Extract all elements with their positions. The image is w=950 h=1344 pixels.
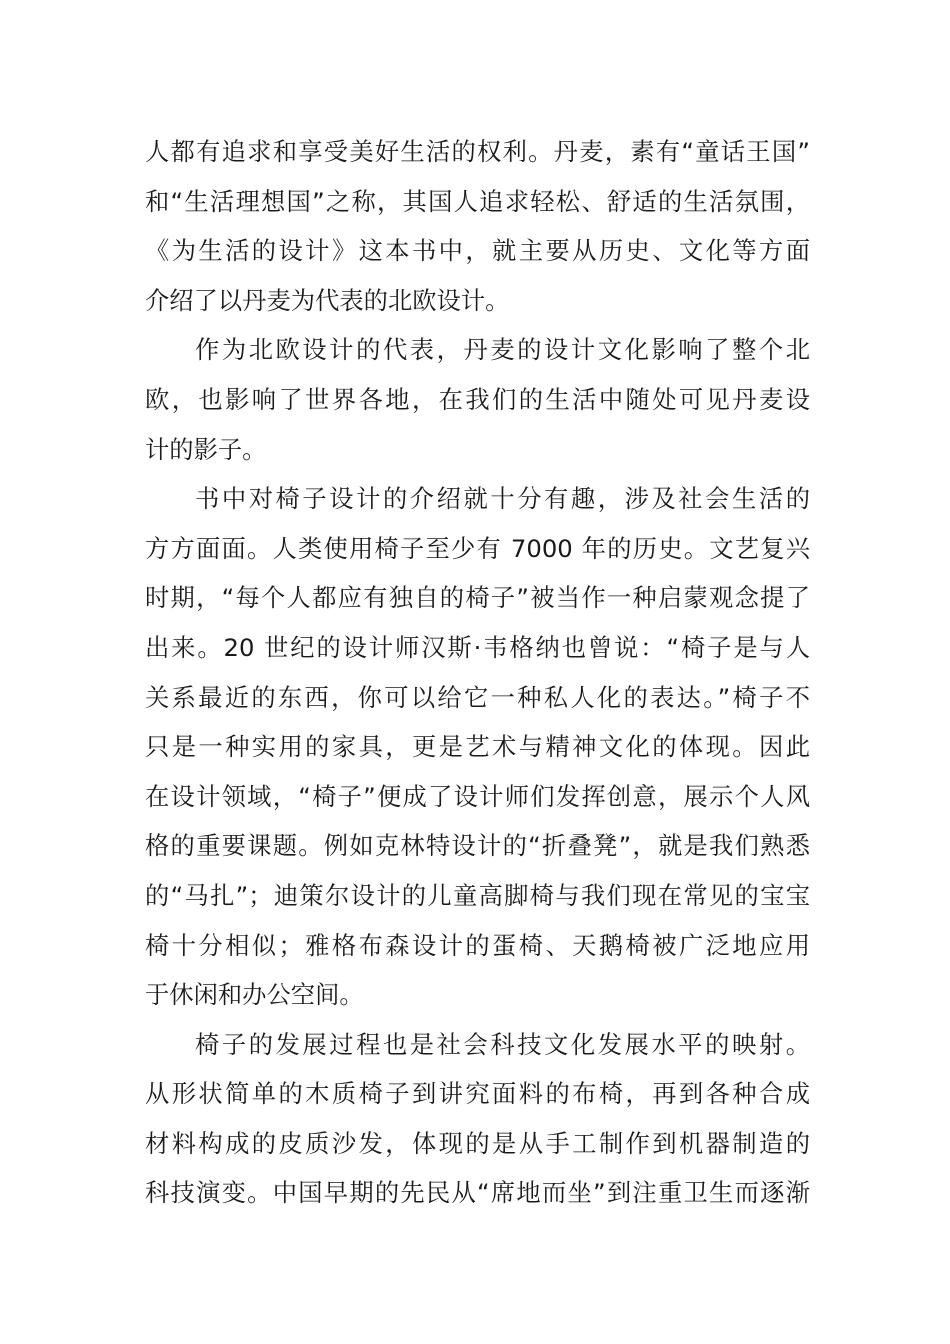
article-body <box>145 127 810 1218</box>
text-line: 书中对椅子设计的介绍就十分有趣，涉及社会生活的 <box>195 484 810 514</box>
text-line: 椅十分相似；雅格布森设计的蛋椅、天鹅椅被广泛地应用 <box>145 930 810 960</box>
text-line: 于休闲和办公空间。 <box>145 980 364 1010</box>
text-line: 人都有追求和享受美好生活的权利。丹麦，素有“童话王国” <box>145 137 810 166</box>
text-line: 《为生活的设计》这本书中，就主要从历史、文化等方面 <box>145 236 810 266</box>
text-line: 只是一种实用的家具，更是艺术与精神文化的体现。因此 <box>145 732 810 762</box>
text-line: 时期，“每个人都应有独自的椅子”被当作一种启蒙观念提了 <box>145 583 810 613</box>
text-line: 的“马扎”；迪策尔设计的儿童高脚椅与我们现在常见的宝宝 <box>145 880 810 910</box>
paragraph-1 <box>145 127 810 325</box>
text-line: 椅子的发展过程也是社会科技文化发展水平的映射。 <box>195 1029 810 1059</box>
text-line: 计的影子。 <box>145 434 267 464</box>
text-line: 从形状简单的木质椅子到讲究面料的布椅，再到各种合成 <box>145 1079 810 1109</box>
paragraph-4 <box>145 1020 810 1218</box>
text-line: 欧，也影响了世界各地，在我们的生活中随处可见丹麦设 <box>145 384 810 414</box>
text-line: 方方面面。人类使用椅子至少有 7000 年的历史。文艺复兴 <box>145 533 810 563</box>
text-line: 和“生活理想国”之称，其国人追求轻松、舒适的生活氛围， <box>145 186 810 216</box>
text-line: 科技演变。中国早期的先民从“席地而坐”到注重卫生而逐渐 <box>145 1178 810 1208</box>
paragraph-3 <box>145 474 810 1020</box>
text-line: 关系最近的东西，你可以给它一种私人化的表达。”椅子不 <box>145 682 810 712</box>
text-line: 作为北欧设计的代表，丹麦的设计文化影响了整个北 <box>195 335 810 365</box>
text-line: 在设计领域，“椅子”便成了设计师们发挥创意，展示个人风 <box>145 781 810 811</box>
paragraph-2 <box>145 325 810 474</box>
text-line: 材料构成的皮质沙发，体现的是从手工制作到机器制造的 <box>145 1128 810 1158</box>
text-line: 格的重要课题。例如克林特设计的“折叠凳”，就是我们熟悉 <box>145 831 810 861</box>
text-line: 出来。20 世纪的设计师汉斯·韦格纳也曾说：“椅子是与人 <box>145 632 810 662</box>
text-line: 介绍了以丹麦为代表的北欧设计。 <box>145 285 510 315</box>
